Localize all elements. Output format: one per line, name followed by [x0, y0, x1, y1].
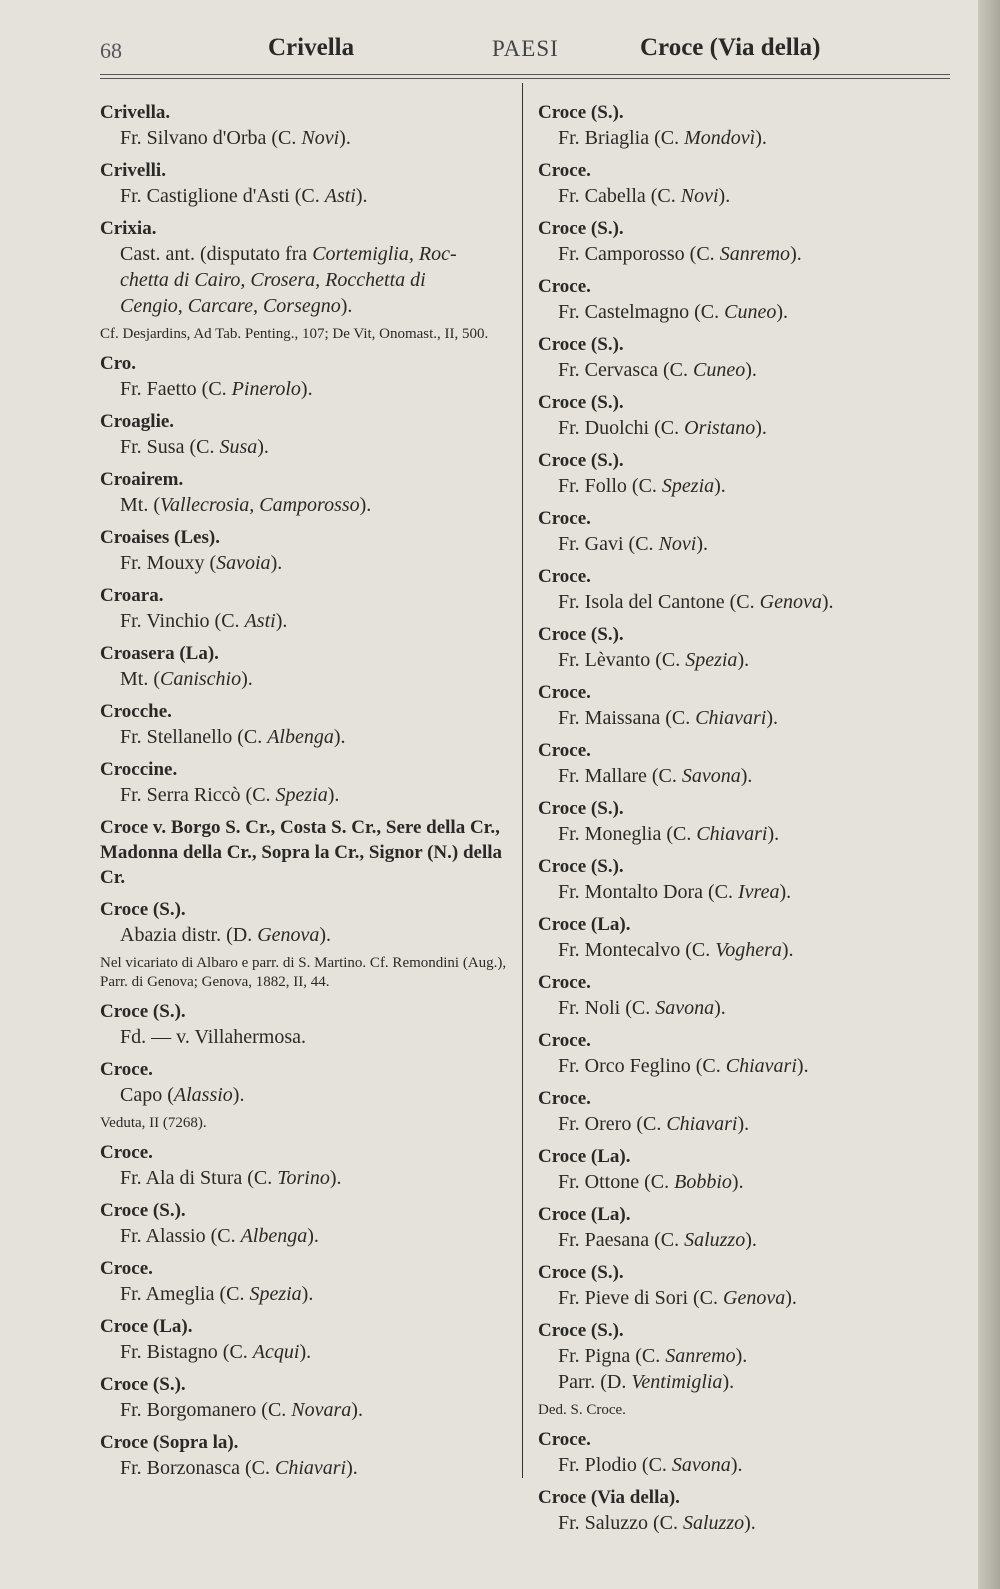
gazetteer-entry — [100, 1057, 512, 1133]
gazetteer-entry — [100, 1140, 512, 1191]
left-column — [100, 100, 512, 1488]
place-name: Ivrea — [738, 881, 780, 903]
entry-heading: Croce. — [100, 1142, 153, 1163]
entry-text: Fr. Isola del Cantone (C. — [558, 591, 760, 613]
entry-text: Abazia distr. (D. — [120, 924, 258, 946]
entry-text: Fr. Montalto Dora (C. — [558, 881, 738, 903]
entry-text: ). — [333, 726, 346, 748]
entry-line — [538, 1169, 918, 1195]
entry-line — [538, 1510, 918, 1536]
entry-text: Fr. Maissana (C. — [558, 707, 696, 729]
header-first-entry: Crivella — [268, 34, 355, 61]
entry-text: Fr. Saluzzo (C. — [558, 1512, 683, 1534]
entry-line — [100, 666, 512, 692]
place-name: Vallecrosia, Camporosso — [160, 494, 360, 516]
place-name: Torino — [277, 1167, 330, 1189]
entry-heading: Croce (La). — [538, 1146, 631, 1167]
gazetteer-entry — [538, 390, 918, 441]
entry-text: ). — [714, 997, 726, 1019]
entry-line — [538, 1452, 918, 1478]
entry-line — [538, 589, 918, 615]
entry-text: ). — [821, 591, 834, 613]
entry-line — [100, 241, 512, 267]
column-divider — [522, 83, 523, 1478]
gazetteer-entry — [538, 100, 918, 151]
entry-heading: Croce. — [538, 972, 591, 993]
entry-text: Fr. Lèvanto (C. — [558, 649, 686, 671]
entry-text: Fr. Cervasca (C. — [558, 359, 693, 381]
place-name: Novara — [291, 1399, 352, 1421]
place-name: Genova — [759, 591, 822, 613]
gazetteer-entry — [100, 467, 512, 518]
entry-heading: Crocche. — [100, 701, 172, 722]
entry-text: ). — [327, 784, 340, 806]
place-name: Chiavari — [274, 1457, 347, 1479]
place-name: Chiavari — [725, 1055, 797, 1077]
entry-text: Fr. Pigna (C. — [558, 1345, 666, 1367]
entry-text: ). — [340, 295, 353, 317]
entry-line — [538, 473, 918, 499]
entry-line — [100, 608, 512, 634]
place-name: Albenga — [267, 726, 334, 748]
entry-line — [100, 376, 512, 402]
entry-line — [538, 125, 918, 151]
entry-heading: Croce (S.). — [538, 856, 624, 877]
entry-heading: Cro. — [100, 353, 137, 374]
entry-text: ). — [319, 924, 332, 946]
place-name: Savona — [671, 1454, 731, 1476]
gazetteer-entry — [100, 583, 512, 634]
entry-text: ). — [767, 823, 780, 845]
gazetteer-entry — [538, 796, 918, 847]
gazetteer-entry — [538, 564, 918, 615]
entry-heading: Croccine. — [100, 759, 178, 780]
header-rule-double — [100, 78, 950, 79]
entry-heading: Croara. — [100, 585, 164, 606]
entry-note: Nel vicariato di Albaro e parr. di S. Martino. Cf. Remondini (Aug.), Parr. di Genova; Genova, 1882, II, 44. — [100, 955, 507, 990]
gazetteer-entry — [538, 1202, 918, 1253]
gazetteer-entry — [100, 1256, 512, 1307]
gazetteer-entry — [538, 158, 918, 209]
page-edge-shadow — [978, 0, 1000, 1589]
entry-heading: Croce. — [538, 682, 591, 703]
place-name: chetta di Cairo, Crosera, Rocchetta di — [120, 269, 426, 291]
page-number: 68 — [100, 38, 122, 63]
entry-text: Fr. Cabella (C. — [558, 185, 681, 207]
entry-text: ). — [714, 475, 726, 497]
entry-line — [100, 1165, 512, 1191]
entry-text: ). — [346, 1457, 358, 1479]
entry-text: ). — [351, 1399, 363, 1421]
place-name: Mondovì — [684, 127, 756, 149]
entry-heading: Croce. — [538, 1429, 591, 1450]
entry-heading: Crixia. — [100, 218, 157, 239]
place-name: Susa — [219, 436, 258, 458]
place-name: Albenga — [240, 1225, 308, 1247]
entry-text: ). — [796, 1055, 809, 1077]
entry-line — [100, 922, 512, 948]
entry-text: Fr. Montecalvo (C. — [558, 939, 716, 961]
gazetteer-entry — [538, 506, 918, 557]
entry-heading: Croce (S.). — [538, 102, 624, 123]
gazetteer-entry — [100, 1198, 512, 1249]
entry-text: ). — [785, 1287, 797, 1309]
entry-text: ). — [275, 610, 288, 632]
place-name: Saluzzo — [683, 1512, 745, 1534]
gazetteer-entry — [538, 1086, 918, 1137]
gazetteer-entry — [538, 1260, 918, 1311]
entry-line — [538, 1343, 918, 1369]
place-name: Ventimiglia — [631, 1371, 723, 1393]
entry-text: Fr. Orco Feglino (C. — [558, 1055, 726, 1077]
gazetteer-entry — [538, 738, 918, 789]
entry-line — [100, 1082, 512, 1108]
entry-heading: Croce. — [538, 566, 591, 587]
entry-heading: Croce. — [538, 276, 591, 297]
place-name: Acqui — [252, 1341, 300, 1363]
entry-heading: Croce (Sopra la). — [100, 1432, 239, 1453]
place-name: Cengio, Carcare, Corsegno — [120, 295, 341, 317]
header-last-entry: Croce (Via della) — [640, 34, 821, 61]
entry-text: Fr. Ala di Stura (C. — [120, 1167, 278, 1189]
entry-line — [538, 705, 918, 731]
place-name: Genova — [723, 1287, 786, 1309]
entry-text: ). — [781, 939, 794, 961]
gazetteer-entry — [538, 1427, 918, 1478]
gazetteer-entry — [100, 100, 512, 151]
entry-line — [538, 183, 918, 209]
entry-line — [100, 125, 512, 151]
entry-text: ). — [696, 533, 709, 555]
entry-heading: Croce (La). — [538, 914, 631, 935]
entry-line — [538, 1111, 918, 1137]
entry-text: Fr. Serra Riccò (C. — [120, 784, 276, 806]
entry-text: Fr. Faetto (C. — [120, 378, 232, 400]
entry-text: Fr. Gavi (C. — [558, 533, 659, 555]
gazetteer-entry — [538, 970, 918, 1021]
entry-text: ). — [745, 359, 757, 381]
entry-heading: Croce (S.). — [100, 1374, 186, 1395]
place-name: Spezia — [275, 784, 328, 806]
entry-text: Fr. Moneglia (C. — [558, 823, 697, 845]
entry-text: Mt. ( — [120, 668, 160, 690]
place-name: Novi — [301, 127, 340, 149]
entry-heading: Croce (S.). — [100, 899, 186, 920]
entry-line — [100, 293, 512, 319]
entry-text: Fr. Castiglione d'Asti (C. — [120, 185, 325, 207]
place-name: Chiavari — [666, 1113, 738, 1135]
entry-line — [538, 299, 918, 325]
entry-heading: Croaises (Les). — [100, 527, 220, 548]
entry-heading: Croce v. Borgo S. Cr., Costa S. Cr., Sere della Cr., Madonna della Cr., Sopra la Cr., Signor (N.) della Cr. — [100, 817, 503, 888]
entry-line — [100, 724, 512, 750]
entry-line — [538, 937, 918, 963]
entry-text: Mt. ( — [120, 494, 160, 516]
entry-text: ). — [740, 765, 753, 787]
entry-text: Fr. Duolchi (C. — [558, 417, 685, 439]
place-name: Oristano — [684, 417, 756, 439]
entry-text: ). — [779, 881, 792, 903]
entry-text: Fr. Ottone (C. — [558, 1171, 675, 1193]
gazetteer-entry — [538, 216, 918, 267]
entry-text: Fr. Susa (C. — [120, 436, 220, 458]
entry-heading: Croce. — [538, 160, 591, 181]
entry-text: ). — [737, 1113, 750, 1135]
gazetteer-entry — [538, 332, 918, 383]
entry-text: Fr. Ameglia (C. — [120, 1283, 250, 1305]
entry-heading: Croasera (La). — [100, 643, 219, 664]
entry-heading: Croce (Via della). — [538, 1487, 680, 1508]
entry-line — [538, 1369, 918, 1395]
entry-line — [538, 647, 918, 673]
entry-heading: Croairem. — [100, 469, 184, 490]
gazetteer-entry — [538, 680, 918, 731]
entry-heading: Croce (S.). — [538, 1262, 624, 1283]
entry-text: ). — [339, 127, 351, 149]
place-name: Alassio — [173, 1084, 233, 1106]
entry-line — [100, 1281, 512, 1307]
gazetteer-entry — [100, 351, 512, 402]
entry-heading: Croce (S.). — [538, 798, 624, 819]
entry-note: Ded. S. Croce. — [538, 1402, 626, 1418]
entry-text: Fr. Mouxy ( — [120, 552, 217, 574]
entry-text: ). — [735, 1345, 748, 1367]
place-name: Savona — [655, 997, 715, 1019]
entry-text: ). — [301, 1283, 314, 1305]
place-name: Voghera — [715, 939, 782, 961]
gazetteer-entry — [100, 525, 512, 576]
gazetteer-entry — [100, 815, 512, 890]
entry-text: ). — [755, 417, 767, 439]
entry-heading: Croce (S.). — [538, 218, 624, 239]
place-name: Cuneo — [724, 301, 777, 323]
gazetteer-entry — [100, 409, 512, 460]
gazetteer-entry — [100, 999, 512, 1050]
entry-text: Fr. Vinchio (C. — [120, 610, 245, 632]
place-name: Genova — [257, 924, 320, 946]
place-name: Sanremo — [665, 1345, 736, 1367]
gazetteer-entry — [100, 897, 512, 992]
place-name: Chiavari — [696, 823, 768, 845]
gazetteer-entry — [538, 1028, 918, 1079]
gazetteer-entry — [538, 622, 918, 673]
entry-line — [538, 531, 918, 557]
entry-text: ). — [730, 1454, 743, 1476]
entry-text: ). — [718, 185, 731, 207]
entry-text: Fr. Castelmagno (C. — [558, 301, 725, 323]
place-name: Novi — [658, 533, 697, 555]
entry-text: Fr. Plodio (C. — [558, 1454, 672, 1476]
entry-heading: Croce (S.). — [100, 1001, 186, 1022]
entry-text: ). — [232, 1084, 245, 1106]
entry-text: ). — [329, 1167, 342, 1189]
entry-heading: Croce (La). — [100, 1316, 193, 1337]
entry-line — [538, 879, 918, 905]
entry-text: ). — [355, 185, 368, 207]
place-name: Cuneo — [692, 359, 746, 381]
gazetteer-entry — [100, 757, 512, 808]
entry-text: ). — [299, 1341, 312, 1363]
entry-line — [100, 782, 512, 808]
entry-line — [538, 415, 918, 441]
gazetteer-entry — [538, 274, 918, 325]
entry-heading: Croce. — [100, 1059, 153, 1080]
entry-text: Fd. — v. Villahermosa. — [120, 1026, 307, 1048]
entry-heading: Croce. — [100, 1258, 153, 1279]
entry-text: Fr. Orero (C. — [558, 1113, 667, 1135]
entry-line — [538, 763, 918, 789]
entry-heading: Croce (S.). — [538, 624, 624, 645]
right-column — [538, 100, 918, 1543]
entry-heading: Croce (S.). — [538, 1320, 624, 1341]
entry-text: ). — [300, 378, 313, 400]
entry-text: Fr. Noli (C. — [558, 997, 656, 1019]
entry-text: Fr. Borzonasca (C. — [120, 1457, 275, 1479]
entry-text: ). — [722, 1371, 735, 1393]
entry-line — [100, 267, 512, 293]
place-name: Sanremo — [719, 243, 791, 265]
entry-text: ). — [766, 707, 779, 729]
gazetteer-entry — [100, 1372, 512, 1423]
running-header — [100, 30, 880, 70]
entry-text: Fr. Silvano d'Orba (C. — [120, 127, 302, 149]
entry-text: ). — [359, 494, 372, 516]
entry-heading: Croce. — [538, 740, 591, 761]
gazetteer-entry — [538, 854, 918, 905]
entry-heading: Croce (S.). — [538, 392, 624, 413]
entry-text: ). — [270, 552, 283, 574]
gazetteer-entry — [538, 448, 918, 499]
entry-heading: Croce. — [538, 1088, 591, 1109]
entry-heading: Croaglie. — [100, 411, 175, 432]
entry-text: ). — [307, 1225, 319, 1247]
entry-line — [100, 434, 512, 460]
entry-text: ). — [731, 1171, 744, 1193]
entry-heading: Croce. — [538, 1030, 591, 1051]
place-name: Asti — [244, 610, 276, 632]
place-name: Spezia — [249, 1283, 302, 1305]
entry-line — [100, 1455, 512, 1481]
place-name: Savona — [681, 765, 741, 787]
entry-text: Fr. Paesana (C. — [558, 1229, 685, 1251]
entry-heading: Crivella. — [100, 102, 171, 123]
gazetteer-entry — [538, 1485, 918, 1536]
entry-text: ). — [241, 668, 253, 690]
entry-line — [538, 241, 918, 267]
entry-line — [100, 492, 512, 518]
entry-line — [538, 821, 918, 847]
gazetteer-entry — [538, 1318, 918, 1420]
gazetteer-entry — [100, 158, 512, 209]
entry-line — [100, 1024, 512, 1050]
gazetteer-entry — [100, 1430, 512, 1481]
entry-text: Fr. Briaglia (C. — [558, 127, 685, 149]
entry-text: Cast. ant. (disputato fra — [120, 243, 313, 265]
entry-line — [100, 1339, 512, 1365]
entry-text: Fr. Borgomanero (C. — [120, 1399, 292, 1421]
header-rule — [100, 74, 950, 75]
entry-line — [100, 183, 512, 209]
place-name: Spezia — [685, 649, 738, 671]
entry-text: Fr. Pieve di Sori (C. — [558, 1287, 724, 1309]
entry-text: Capo ( — [120, 1084, 174, 1106]
gazetteer-entry — [100, 216, 512, 344]
entry-text: ). — [257, 436, 269, 458]
entry-text: Fr. Bistagno (C. — [120, 1341, 253, 1363]
entry-text: ). — [790, 243, 802, 265]
entry-text: ). — [776, 301, 788, 323]
entry-text: ). — [744, 1512, 756, 1534]
entry-text: ). — [737, 649, 750, 671]
place-name: Pinerolo — [231, 378, 301, 400]
entry-note: Cf. Desjardins, Ad Tab. Penting., 107; De Vit, Onomast., II, 500. — [100, 326, 489, 342]
entry-text: Fr. Stellanello (C. — [120, 726, 268, 748]
entry-note: Veduta, II (7268). — [100, 1115, 207, 1131]
entry-heading: Croce (La). — [538, 1204, 631, 1225]
entry-line — [538, 1053, 918, 1079]
entry-line — [100, 1223, 512, 1249]
gazetteer-entry — [538, 912, 918, 963]
place-name: Saluzzo — [684, 1229, 746, 1251]
place-name: Spezia — [661, 475, 715, 497]
entry-line — [100, 1397, 512, 1423]
place-name: Cortemiglia, Roc- — [312, 243, 457, 265]
entry-heading: Croce (S.). — [100, 1200, 186, 1221]
entry-line — [538, 1285, 918, 1311]
entry-text: ). — [755, 127, 767, 149]
entry-text: Fr. Follo (C. — [558, 475, 662, 497]
place-name: Canischio — [160, 668, 242, 690]
gazetteer-entry — [538, 1144, 918, 1195]
place-name: Chiavari — [695, 707, 767, 729]
header-section-title: PAESI — [492, 36, 559, 61]
entry-line — [538, 995, 918, 1021]
place-name: Bobbio — [674, 1171, 732, 1193]
place-name: Savoia — [216, 552, 271, 574]
entry-heading: Croce. — [538, 508, 591, 529]
entry-text: Parr. (D. — [558, 1371, 632, 1393]
entry-heading: Croce (S.). — [538, 450, 624, 471]
entry-line — [538, 357, 918, 383]
entry-text: Fr. Camporosso (C. — [558, 243, 720, 265]
entry-heading: Croce (S.). — [538, 334, 624, 355]
entry-text: ). — [745, 1229, 757, 1251]
entry-text: Fr. Alassio (C. — [120, 1225, 241, 1247]
place-name: Novi — [680, 185, 719, 207]
entry-text: Fr. Mallare (C. — [558, 765, 682, 787]
place-name: Asti — [324, 185, 356, 207]
entry-line — [538, 1227, 918, 1253]
gazetteer-entry — [100, 641, 512, 692]
entry-heading: Crivelli. — [100, 160, 166, 181]
gazetteer-entry — [100, 699, 512, 750]
gazetteer-entry — [100, 1314, 512, 1365]
entry-line — [100, 550, 512, 576]
